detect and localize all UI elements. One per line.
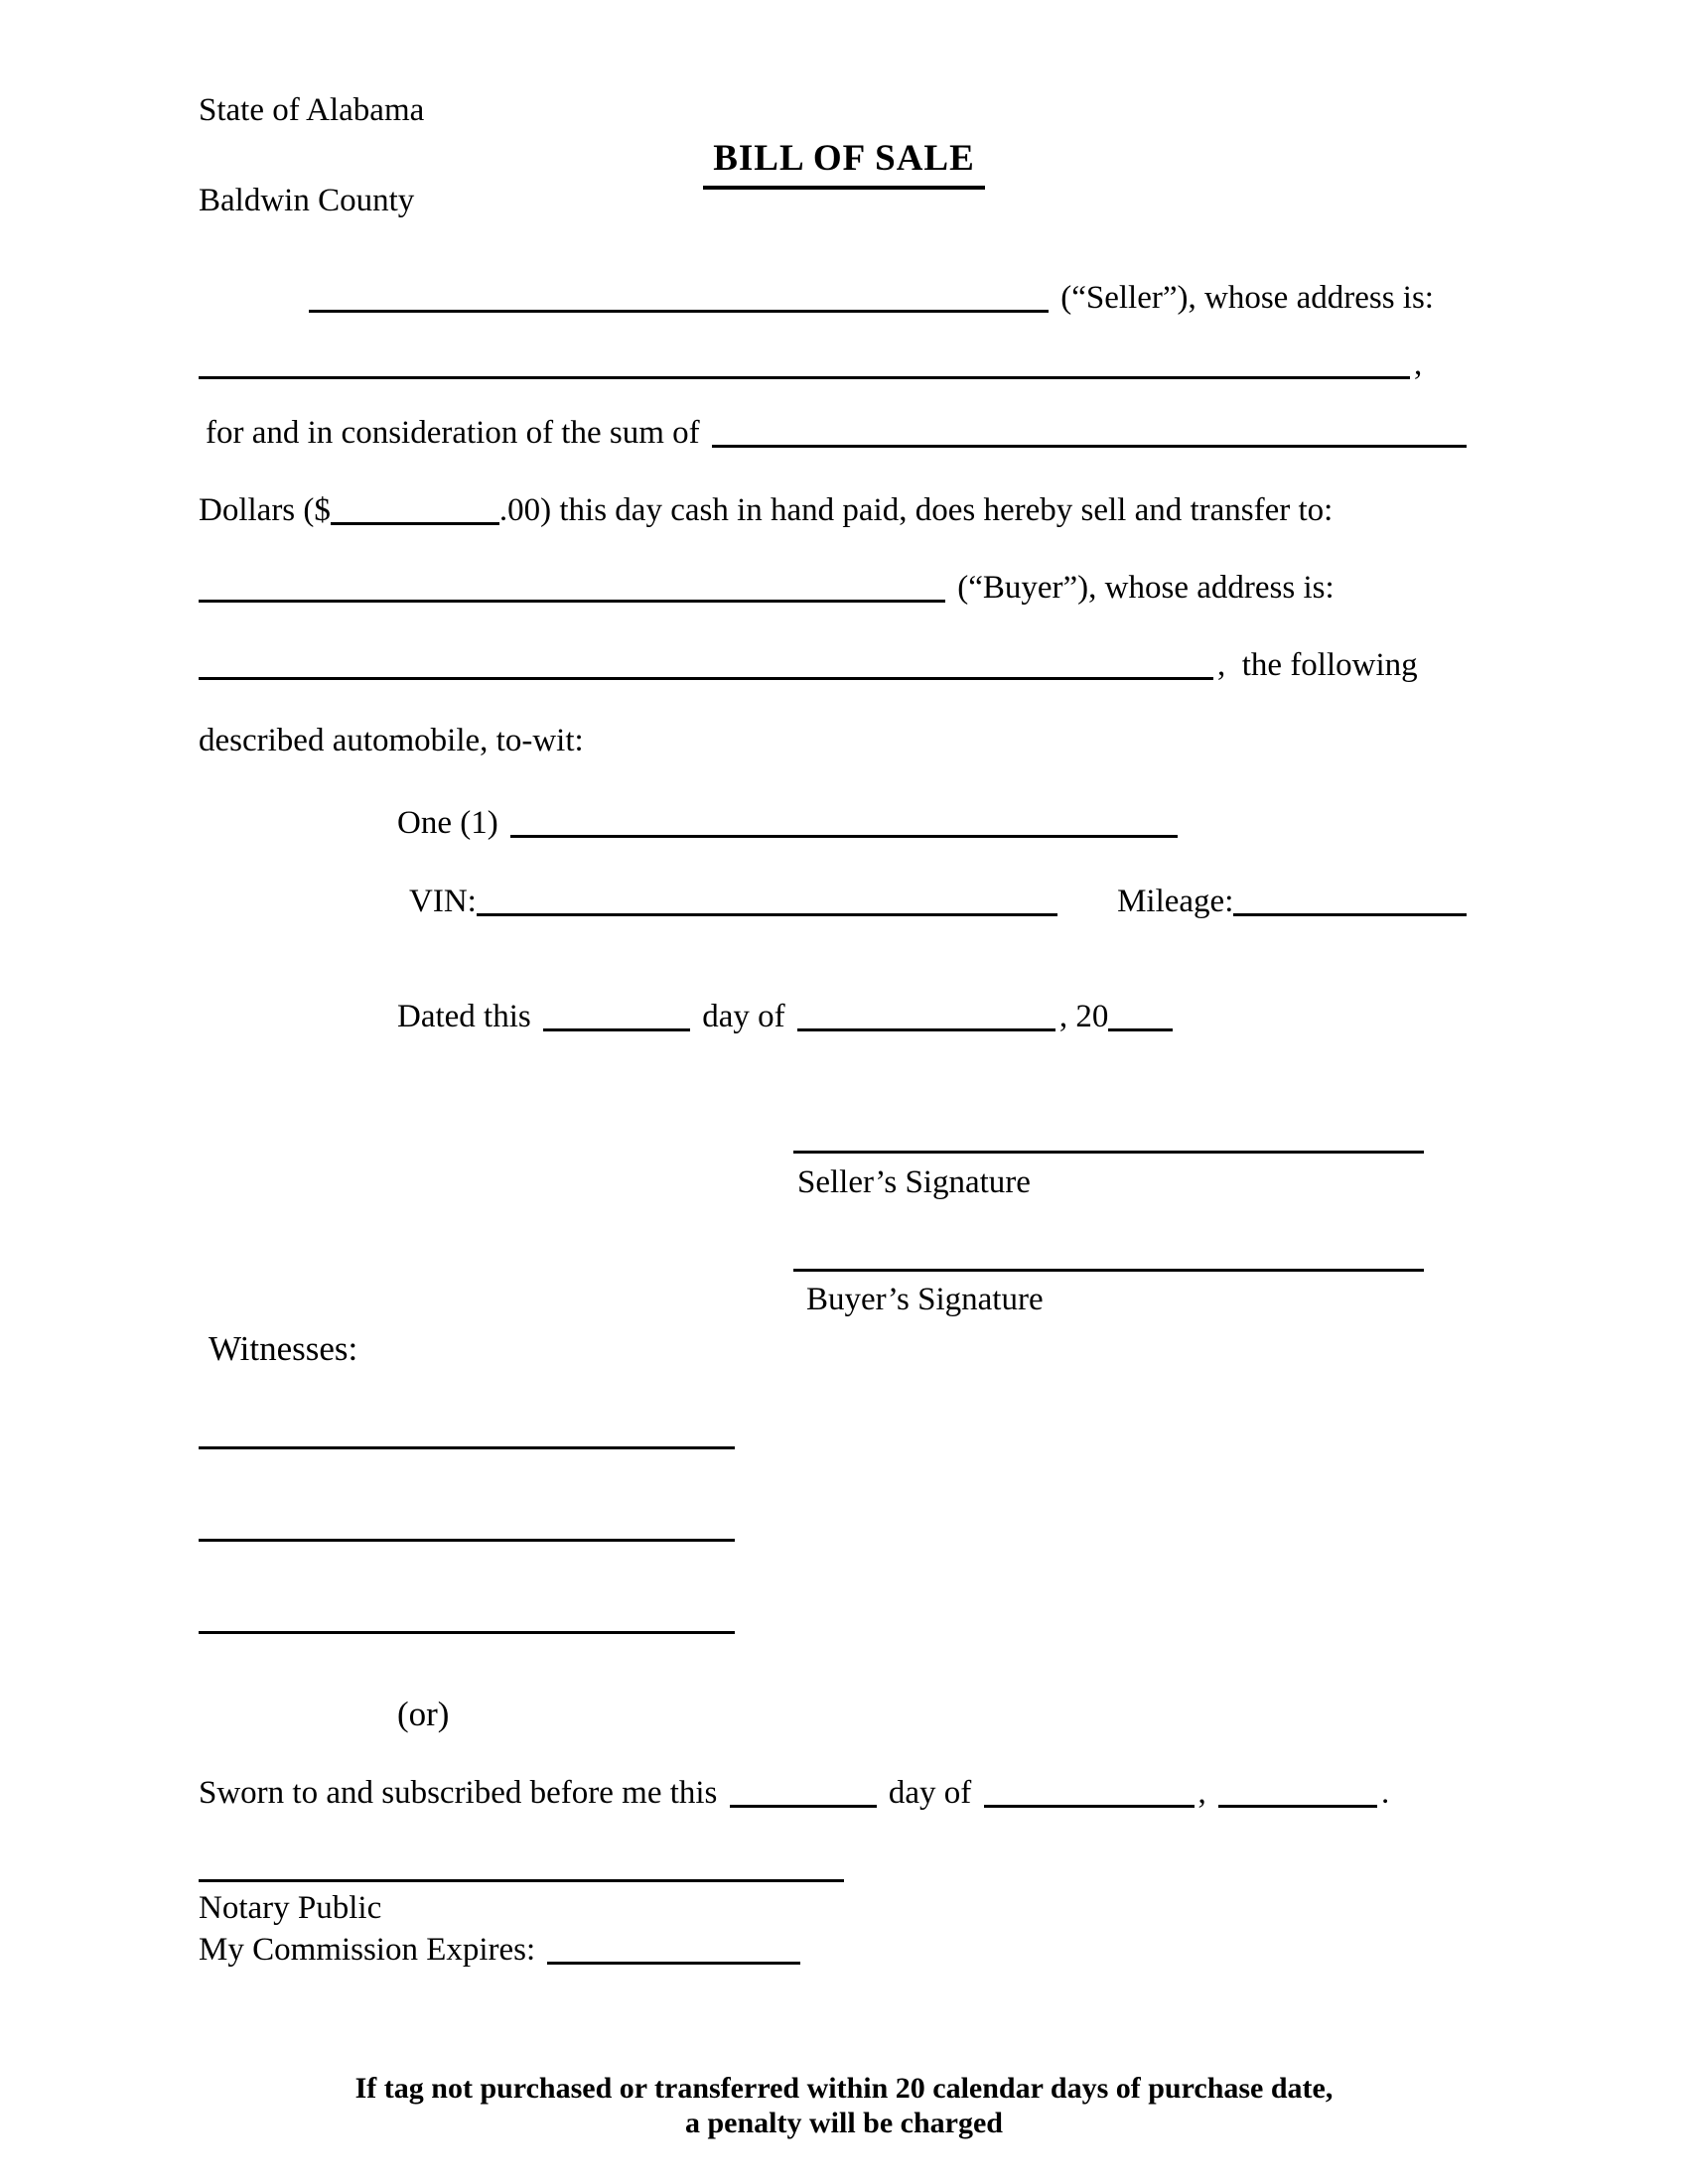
buyer-address-blank[interactable] — [199, 644, 1213, 680]
footer-line-1: If tag not purchased or transferred within 20 calendar days of purchase date, — [354, 2072, 1334, 2105]
state-label: State of Alabama — [199, 92, 425, 128]
seller-name-line — [309, 277, 1434, 317]
seller-signature-label: Seller’s Signature — [797, 1164, 1031, 1200]
commission-expiry-blank[interactable] — [547, 1929, 800, 1965]
seller-address-comma: , — [1414, 346, 1423, 382]
buyer-name-blank[interactable] — [199, 567, 945, 603]
one-label: One (1) — [397, 805, 498, 841]
sworn-mid-text: day of — [888, 1775, 972, 1811]
sworn-year-blank[interactable] — [1218, 1772, 1377, 1808]
seller-address-blank[interactable] — [199, 343, 1410, 379]
footer-line-2: a penalty will be charged — [685, 2107, 1003, 2139]
sworn-prefix-text: Sworn to and subscribed before me this — [199, 1775, 718, 1811]
dated-mid-text: day of — [702, 999, 785, 1034]
or-label: (or) — [397, 1695, 450, 1733]
vehicle-description-line — [397, 802, 1182, 842]
dollars-prefix-text: Dollars ($ — [199, 492, 331, 528]
witness-line-3[interactable] — [199, 1631, 735, 1634]
sworn-day-blank[interactable] — [730, 1772, 877, 1808]
buyer-clause-text: (“Buyer”), whose address is: — [957, 570, 1335, 606]
vin-mileage-line — [409, 881, 1471, 920]
page-title: BILL OF SALE — [703, 137, 985, 190]
dated-year-blank[interactable] — [1108, 996, 1173, 1031]
vehicle-description-blank[interactable] — [510, 802, 1178, 838]
seller-clause-text: (“Seller”), whose address is: — [1060, 280, 1434, 316]
commission-label: My Commission Expires: — [199, 1932, 536, 1968]
sworn-line — [199, 1772, 1389, 1812]
dated-day-blank[interactable] — [543, 996, 690, 1031]
dollars-suffix-text: .00) this day cash in hand paid, does hereby sell and transfer to: — [498, 492, 1334, 528]
dollars-amount-blank[interactable] — [331, 489, 499, 525]
buyer-signature-label: Buyer’s Signature — [806, 1282, 1044, 1317]
dated-year-prefix-text: , 20 — [1058, 999, 1109, 1034]
witness-line-1[interactable] — [199, 1446, 735, 1449]
dated-month-blank[interactable] — [797, 996, 1055, 1031]
commission-line — [199, 1929, 804, 1969]
buyer-signature-line[interactable] — [793, 1269, 1424, 1272]
described-text: described automobile, to-wit: — [199, 723, 584, 758]
dated-prefix-text: Dated this — [397, 999, 531, 1034]
vin-blank[interactable] — [477, 881, 1057, 916]
notary-signature-line[interactable] — [199, 1879, 844, 1882]
witnesses-label: Witnesses: — [209, 1329, 358, 1368]
mileage-label: Mileage: — [1117, 884, 1234, 919]
following-text: , the following — [1217, 647, 1418, 683]
dollars-line — [199, 489, 1333, 529]
consideration-text: for and in consideration of the sum of — [206, 415, 700, 451]
mileage-blank[interactable] — [1233, 881, 1467, 916]
sworn-period-text: . — [1381, 1775, 1390, 1811]
seller-signature-line[interactable] — [793, 1151, 1424, 1154]
seller-name-blank[interactable] — [309, 277, 1049, 313]
sworn-comma-text: , — [1197, 1775, 1206, 1811]
vin-label: VIN: — [409, 884, 477, 919]
witness-line-2[interactable] — [199, 1539, 735, 1542]
county-label: Baldwin County — [199, 183, 415, 218]
dated-line — [397, 996, 1177, 1035]
consideration-sum-blank[interactable] — [712, 412, 1467, 448]
buyer-name-line — [199, 567, 1335, 607]
seller-address-line — [199, 343, 1422, 383]
notary-public-label: Notary Public — [199, 1890, 382, 1926]
sworn-month-blank[interactable] — [984, 1772, 1195, 1808]
consideration-line — [206, 412, 1471, 452]
buyer-address-line — [199, 644, 1418, 684]
